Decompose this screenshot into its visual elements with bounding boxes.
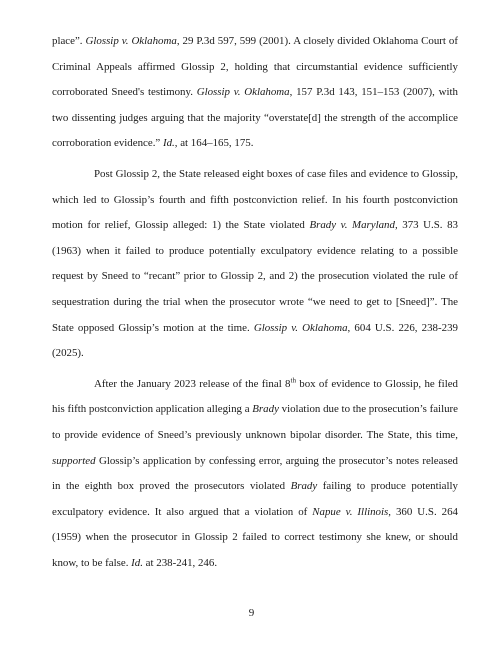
case-citation: supported	[52, 454, 96, 467]
case-citation: Id.	[162, 137, 175, 150]
paragraph	[52, 162, 458, 367]
paragraph	[52, 29, 458, 157]
text-run: box of evidence to Glossip, he filed his fifth postconviction application alleging a	[52, 377, 459, 416]
case-citation: Napue v. Illinois	[312, 505, 389, 518]
ordinal-suffix: th	[290, 376, 296, 385]
case-citation: Glossip v. Oklahoma	[253, 321, 348, 334]
case-citation: Brady v. Maryland,	[309, 219, 398, 232]
case-citation: Id.	[131, 556, 143, 569]
text-run: Glossip’s application by confessing error, arguing the prosecutor’s notes released in the eighth box proved the prosecutors violated	[52, 454, 458, 493]
text-run: Post Glossip 2, the State released eight boxes of case files and evidence to Glossip, which led to Glossip’s fourth and fifth postconviction relief. In his fourth postconviction motion for relief, Glossip alleged: 1) the State violated	[52, 167, 458, 232]
text-run: place”.	[52, 35, 86, 47]
case-citation: Brady	[290, 480, 318, 493]
case-citation: Glossip v. Oklahoma	[196, 86, 290, 99]
text-run: After the January 2023 release of the final 8	[94, 377, 291, 390]
text-run: , 157 P.3d 143, 151–153 (2007), with two dissenting judges arguing that the majority “overstate[d] the strength of the accomplice corroboration evidence.”	[52, 86, 458, 150]
page-number: 9	[248, 607, 255, 619]
text-run: at 238-241, 246.	[142, 556, 218, 569]
case-citation: Brady	[252, 403, 279, 416]
case-citation: Glossip v. Oklahoma	[85, 35, 177, 47]
paragraph	[52, 372, 458, 577]
body-text	[52, 29, 458, 576]
text-run: , 29 P.3d 597, 599 (2001). A closely divided Oklahoma Court of Criminal Appeals affirmed Glossip 2, holding that circumstantial evidence sufficiently corroborated Sneed's testimony.	[52, 35, 458, 99]
text-run: , 360 U.S. 264 (1959) when the prosecutor in Glossip 2 failed to correct testimony she knew, or should know, to be false.	[52, 505, 458, 569]
text-run: violation due to the prosecution’s failure to provide evidence of Sneed’s previously unknown bipolar disorder. The State, this time,	[52, 403, 458, 441]
text-run: , 604 U.S. 226, 238-239 (2025).	[52, 321, 458, 360]
text-run: , at 164–165, 175.	[174, 137, 254, 150]
text-run: failing to produce potentially exculpatory evidence. It also argued that a violation of	[52, 480, 458, 518]
text-run: 373 U.S. 83 (1963) when it failed to produce potentially exculpatory evidence relating to a possible request by Sneed to “recant” prior to Glossip 2, and 2) the prosecution violated the rule of sequestration during the trial when the prosecutor wrote “we need to get to [Sneed]”. The State opposed Glossip’s motion at the time.	[52, 219, 459, 334]
